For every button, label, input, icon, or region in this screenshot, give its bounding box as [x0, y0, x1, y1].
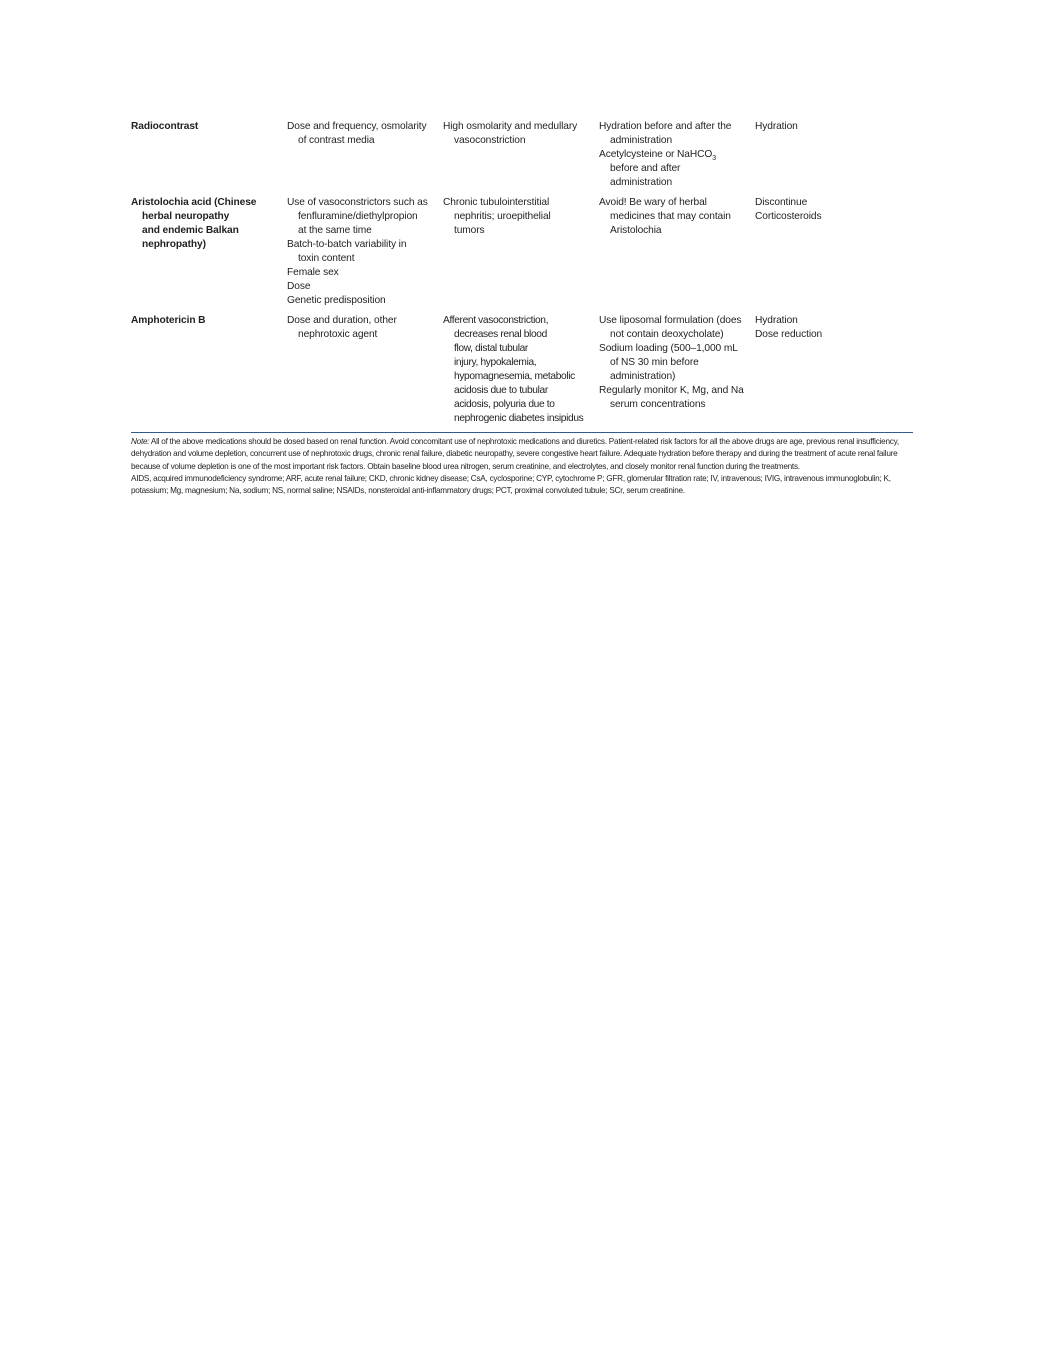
cell-item: Regularly monitor K, Mg, and Na serum concentrations — [599, 385, 744, 410]
prevention-cell — [599, 120, 755, 196]
table-row — [131, 196, 913, 314]
note-text: All of the above medications should be dosed based on renal function. Avoid concomitant use of nephrotoxic medications and diuretics. Patient-related risk factors for all the above drugs are age, previous renal insufficiency, dehydration and volume depletion, concurrent use of nephrotoxic drugs, chronic renal failure, diabetic neuropathy, severe congestive heart failure. Adequate hydration before therapy and during the treatment of acute renal failure because of volume depletion is one of the most important risk factors. Obtain baseline blood urea nitrogen, serum creatinine, and electrolytes, and closely monitor renal function during the treatments. — [131, 437, 899, 471]
drug-name-cell — [131, 196, 287, 314]
note-paragraph — [131, 436, 913, 473]
cell-item: Sodium loading (500–1,000 mL of NS 30 min before administration) — [599, 343, 738, 382]
cell-line: Amphotericin B — [131, 315, 206, 326]
risk-factors-cell — [287, 314, 443, 430]
cell-text: Dose and duration, other nephrotoxic agent — [287, 315, 397, 340]
cell-item: Acetylcysteine or NaHCO$_3$ before and after administration — [599, 149, 716, 188]
table-bottom-rule — [131, 432, 913, 433]
risk-factors-cell — [287, 120, 443, 196]
cell-item: Dose — [287, 281, 311, 292]
prevention-cell — [599, 314, 755, 430]
cell-text: Chronic tubulointerstitial nephritis; uroepithelial tumors — [443, 197, 551, 236]
subscript: 3 — [712, 155, 716, 163]
cell-text: Afferent vasoconstriction, decreases renal blood flow, distal tubular injury, hypokalemia, hypomagnesemia, metabolic acidosis due to tubular acidosis, polyuria due to nephrogenic diabetes insipidus — [443, 315, 584, 424]
cell-item: Avoid! Be wary of herbal medicines that may contain Aristolochia — [599, 197, 731, 236]
cell-item: Use liposomal formulation (does not contain deoxycholate) — [599, 315, 742, 340]
management-cell — [755, 196, 913, 314]
cell-item: Discontinue — [755, 197, 808, 208]
cell-item: Batch-to-batch variability in toxin content — [287, 239, 407, 264]
table-footnotes — [131, 436, 913, 497]
mechanism-cell — [443, 314, 599, 430]
nephrotoxic-drugs-table — [131, 120, 913, 430]
cell-item: Hydration — [755, 315, 798, 326]
cell-text: High osmolarity and medullary vasoconstriction — [443, 121, 578, 146]
cell-text: Dose and frequency, osmolarity of contrast media — [287, 121, 427, 146]
prevention-cell — [599, 196, 755, 314]
note-label: Note: — [131, 437, 150, 446]
management-cell — [755, 120, 913, 196]
cell-item: Female sex — [287, 267, 339, 278]
mechanism-cell — [443, 120, 599, 196]
abbreviations-paragraph: AIDS, acquired immunodeficiency syndrome; ARF, acute renal failure; CKD, chronic kidney disease; CsA, cyclosporine; CYP, cytochrome P; GFR, glomerular filtration rate; IV, intravenous; IVIG, intravenous immunoglobulin; K, potassium; Mg, magnesium; Na, sodium; NS, normal saline; NSAIDs, nonsteroidal anti-inflammatory drugs; PCT, proximal convoluted tubule; SCr, serum creatinine. — [131, 473, 891, 496]
cell-line: Radiocontrast — [131, 121, 199, 132]
cell-item: Hydration before and after the administration — [599, 121, 732, 146]
table-row — [131, 314, 913, 430]
drug-name-cell — [131, 120, 287, 196]
cell-text: Aristolochia acid (Chinese herbal neuropathy and endemic Balkan nephropathy) — [131, 197, 257, 250]
cell-item: Dose reduction — [755, 329, 823, 340]
nephrotoxicity-table-section — [131, 120, 913, 497]
mechanism-cell — [443, 196, 599, 314]
drug-name-cell — [131, 314, 287, 430]
risk-factors-cell — [287, 196, 443, 314]
cell-line: Hydration — [755, 121, 798, 132]
table-row — [131, 120, 913, 196]
cell-item: Genetic predisposition — [287, 295, 386, 306]
cell-item: Use of vasoconstrictors such as fenfluramine/diethylpropion at the same time — [287, 197, 428, 236]
cell-item: Corticosteroids — [755, 211, 822, 222]
management-cell — [755, 314, 913, 430]
